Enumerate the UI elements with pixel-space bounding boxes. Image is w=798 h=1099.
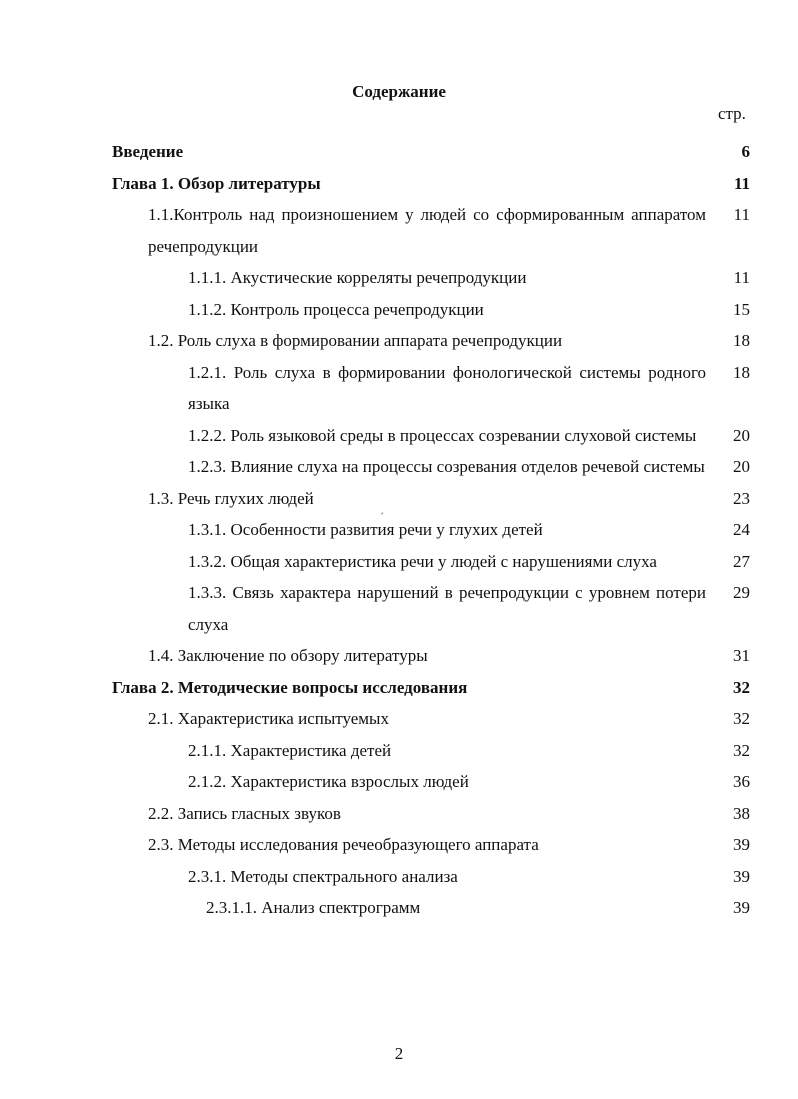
toc-entry-page: 32 [733,677,750,697]
toc-entry [112,514,750,546]
toc-entry-page: 39 [733,898,750,917]
toc-entry [112,672,750,704]
toc-entry-title: Глава 1. Обзор литературы [112,173,321,193]
toc-entry-title: 1.2. Роль слуха в формировании аппарата речепродукции [148,331,563,350]
toc-entry-title: 1.2.2. Роль языковой среды в процессах созревании слуховой системы [188,425,697,445]
toc-entry-page: 27 [733,551,750,571]
toc-entry [112,420,750,452]
toc-entry-page: 6 [741,142,750,161]
toc-entry-title: 2.2. Запись гласных звуков [148,803,341,823]
toc-entry-page: 18 [733,362,750,382]
toc-entry-title: 2.1.2. Характеристика взрослых людей [188,772,469,791]
toc-entry [112,483,750,515]
toc-entry [112,199,750,262]
toc-entry-title: 2.3.1.1. Анализ спектрограмм [206,898,421,917]
toc-entry-title: 2.1.1. Характеристика детей [188,740,392,760]
toc-entry-title: Глава 2. Методические вопросы исследования [112,677,468,697]
toc-entry-page: 11 [733,173,750,193]
toc-entry [112,451,750,483]
toc-entry-page: 38 [733,803,750,823]
toc-entry [112,703,750,735]
toc-entry-title: 1.3.1. Особенности развития речи у глухих детей [188,520,543,539]
toc-entry [112,735,750,767]
toc-entry-page: 36 [733,772,750,791]
footer-page-number: 2 [394,1044,404,1063]
toc-entry [112,546,750,578]
toc-entry-title: 1.3. Речь глухих людей [148,488,314,508]
toc-entry [112,798,750,830]
toc-entry-page: 29 [733,583,750,602]
toc-entry [112,861,750,893]
toc-entry-page: 15 [733,299,750,319]
toc-entry-title: 1.1.2. Контроль процесса речепродукции [188,299,484,319]
toc-entry-page: 23 [733,488,750,508]
toc-entry-page: 11 [733,205,750,224]
toc-entry [112,325,750,357]
page-column-label: стр. [718,104,746,123]
toc-entry-title: 1.4. Заключение по обзору литературы [148,646,428,665]
toc-entry-title: 1.3.3. Связь характера нарушений в речепродукции с уровнем потери слуха [188,583,706,634]
toc-entry [112,766,750,798]
toc-entry [112,357,750,420]
page-title: Содержание [352,82,446,101]
toc-entry-title: Введение [112,142,184,161]
toc-entry-title: 2.3. Методы исследования речеобразующего аппарата [148,835,539,854]
toc-entry-title: 2.3.1. Методы спектрального анализа [188,866,458,886]
toc-entry-page: 24 [733,520,750,539]
toc-entry [112,640,750,672]
toc-entry-page: 20 [733,457,750,476]
toc-entry-title: 1.2.1. Роль слуха в формировании фонологической системы родного языка [188,362,706,413]
toc-entry-title: 2.1. Характеристика испытуемых [148,709,389,728]
toc-entry [112,168,750,200]
toc-entry-title: 1.1.1. Акустические корреляты речепродукции [188,268,527,287]
scan-mark: ˊ [380,510,384,524]
toc-entry-page: 32 [733,709,750,728]
toc-entry [112,577,750,640]
toc-entry [112,892,750,924]
toc-entry-title: 1.2.3. Влияние слуха на процессы созревания отделов речевой системы [188,457,705,476]
toc-entry-page: 31 [733,646,750,665]
toc-entry-title: 1.3.2. Общая характеристика речи у людей с нарушениями слуха [188,551,657,571]
toc-entry [112,136,750,168]
toc-entry-page: 39 [733,866,750,886]
toc-entry [112,294,750,326]
toc-entry-page: 11 [733,268,750,287]
toc-entry-page: 39 [733,835,750,854]
toc-entry-page: 20 [733,425,750,445]
toc-entry [112,262,750,294]
toc-entry [112,829,750,861]
toc-entry-title: 1.1.Контроль над произношением у людей со сформированным аппаратом речепродукции [148,205,706,256]
toc-entry-page: 18 [733,331,750,350]
table-of-contents [112,136,750,924]
toc-entry-page: 32 [733,740,750,760]
